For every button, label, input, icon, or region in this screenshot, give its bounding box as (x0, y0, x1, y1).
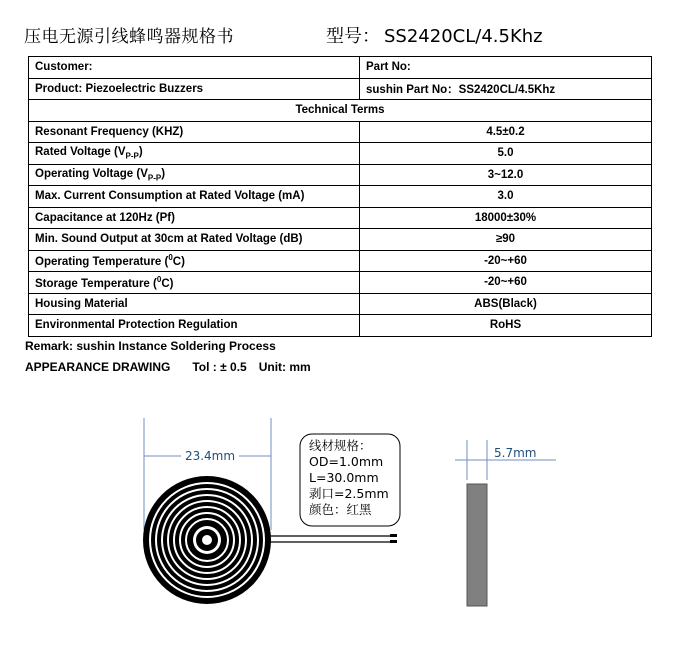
spec-label: Operating Voltage $(V_{P-P})$ (29, 164, 360, 186)
spec-value: ABS(Black) (360, 293, 652, 315)
lead-wires (268, 534, 397, 543)
spec-value: -20~+60 (360, 250, 652, 272)
spec-value: ≥90 (360, 229, 652, 251)
wire-note-color: 颜色：红黑 (309, 502, 372, 517)
spec-value: 3~12.0 (360, 164, 652, 186)
product-cell: Product: Piezoelectric Buzzers (29, 78, 360, 100)
diameter-label: 23.4mm (184, 449, 236, 463)
tolerance: Tol : ± 0.5 (192, 360, 247, 374)
model-number (326, 22, 543, 48)
unit: Unit: mm (258, 360, 311, 374)
thickness-label: 5.7mm (494, 446, 537, 460)
table-row (29, 250, 652, 272)
wire-note-title: 线材规格： (309, 438, 372, 453)
part-no-cell: Part No: (360, 57, 652, 79)
model-value: SS2420CL/4.5Khz (384, 26, 543, 47)
wire-note-strip: 剥口=2.5mm (309, 486, 389, 501)
spec-label: Capacitance at 120Hz (Pf) (29, 207, 360, 229)
table-row (29, 315, 652, 337)
customer-cell: Customer: (29, 57, 360, 79)
appearance-line (25, 360, 311, 374)
table-row (29, 293, 652, 315)
buzzer-side-view (467, 484, 487, 606)
table-row (29, 78, 652, 100)
buzzer-top-view (143, 476, 271, 604)
spec-label: Storage Temperature ($^0$C) (29, 272, 360, 294)
spec-label: Min. Sound Output at 30cm at Rated Voltage (dB) (29, 229, 360, 251)
table-row (29, 229, 652, 251)
spec-value: 18000±30% (360, 207, 652, 229)
appearance-drawing (0, 400, 675, 670)
document-title: 压电无源引线蜂鸣器规格书 (24, 27, 234, 47)
appearance-title: APPEARANCE DRAWING (25, 360, 171, 374)
remark: Remark: sushin Instance Soldering Process (25, 339, 276, 353)
table-row (29, 164, 652, 186)
table-row (29, 143, 652, 165)
spec-label: Housing Material (29, 293, 360, 315)
wire-note-od: OD=1.0mm (309, 454, 384, 469)
spec-value: RoHS (360, 315, 652, 337)
spec-label: Environmental Protection Regulation (29, 315, 360, 337)
sushin-part-cell: sushin Part No：SS2420CL/4.5Khz (360, 78, 652, 100)
spec-label: Max. Current Consumption at Rated Voltage (mA) (29, 186, 360, 208)
table-row (29, 186, 652, 208)
spec-value: 4.5±0.2 (360, 121, 652, 143)
spec-value: -20~+60 (360, 272, 652, 294)
table-row (29, 57, 652, 79)
wire-note-length: L=30.0mm (309, 470, 379, 485)
table-row (29, 100, 652, 122)
spec-label: Rated Voltage $(V_{P-P})$ (29, 143, 360, 165)
spec-value: 3.0 (360, 186, 652, 208)
table-row (29, 272, 652, 294)
spec-rows (29, 121, 652, 336)
table-row (29, 121, 652, 143)
spec-value: 5.0 (360, 143, 652, 165)
model-label: 型号： (326, 26, 380, 47)
table-row (29, 207, 652, 229)
section-title: Technical Terms (29, 100, 652, 122)
spec-label: Operating Temperature ($^0$C) (29, 250, 360, 272)
spec-label: Resonant Frequency (KHZ) (29, 121, 360, 143)
spec-table (28, 56, 652, 337)
